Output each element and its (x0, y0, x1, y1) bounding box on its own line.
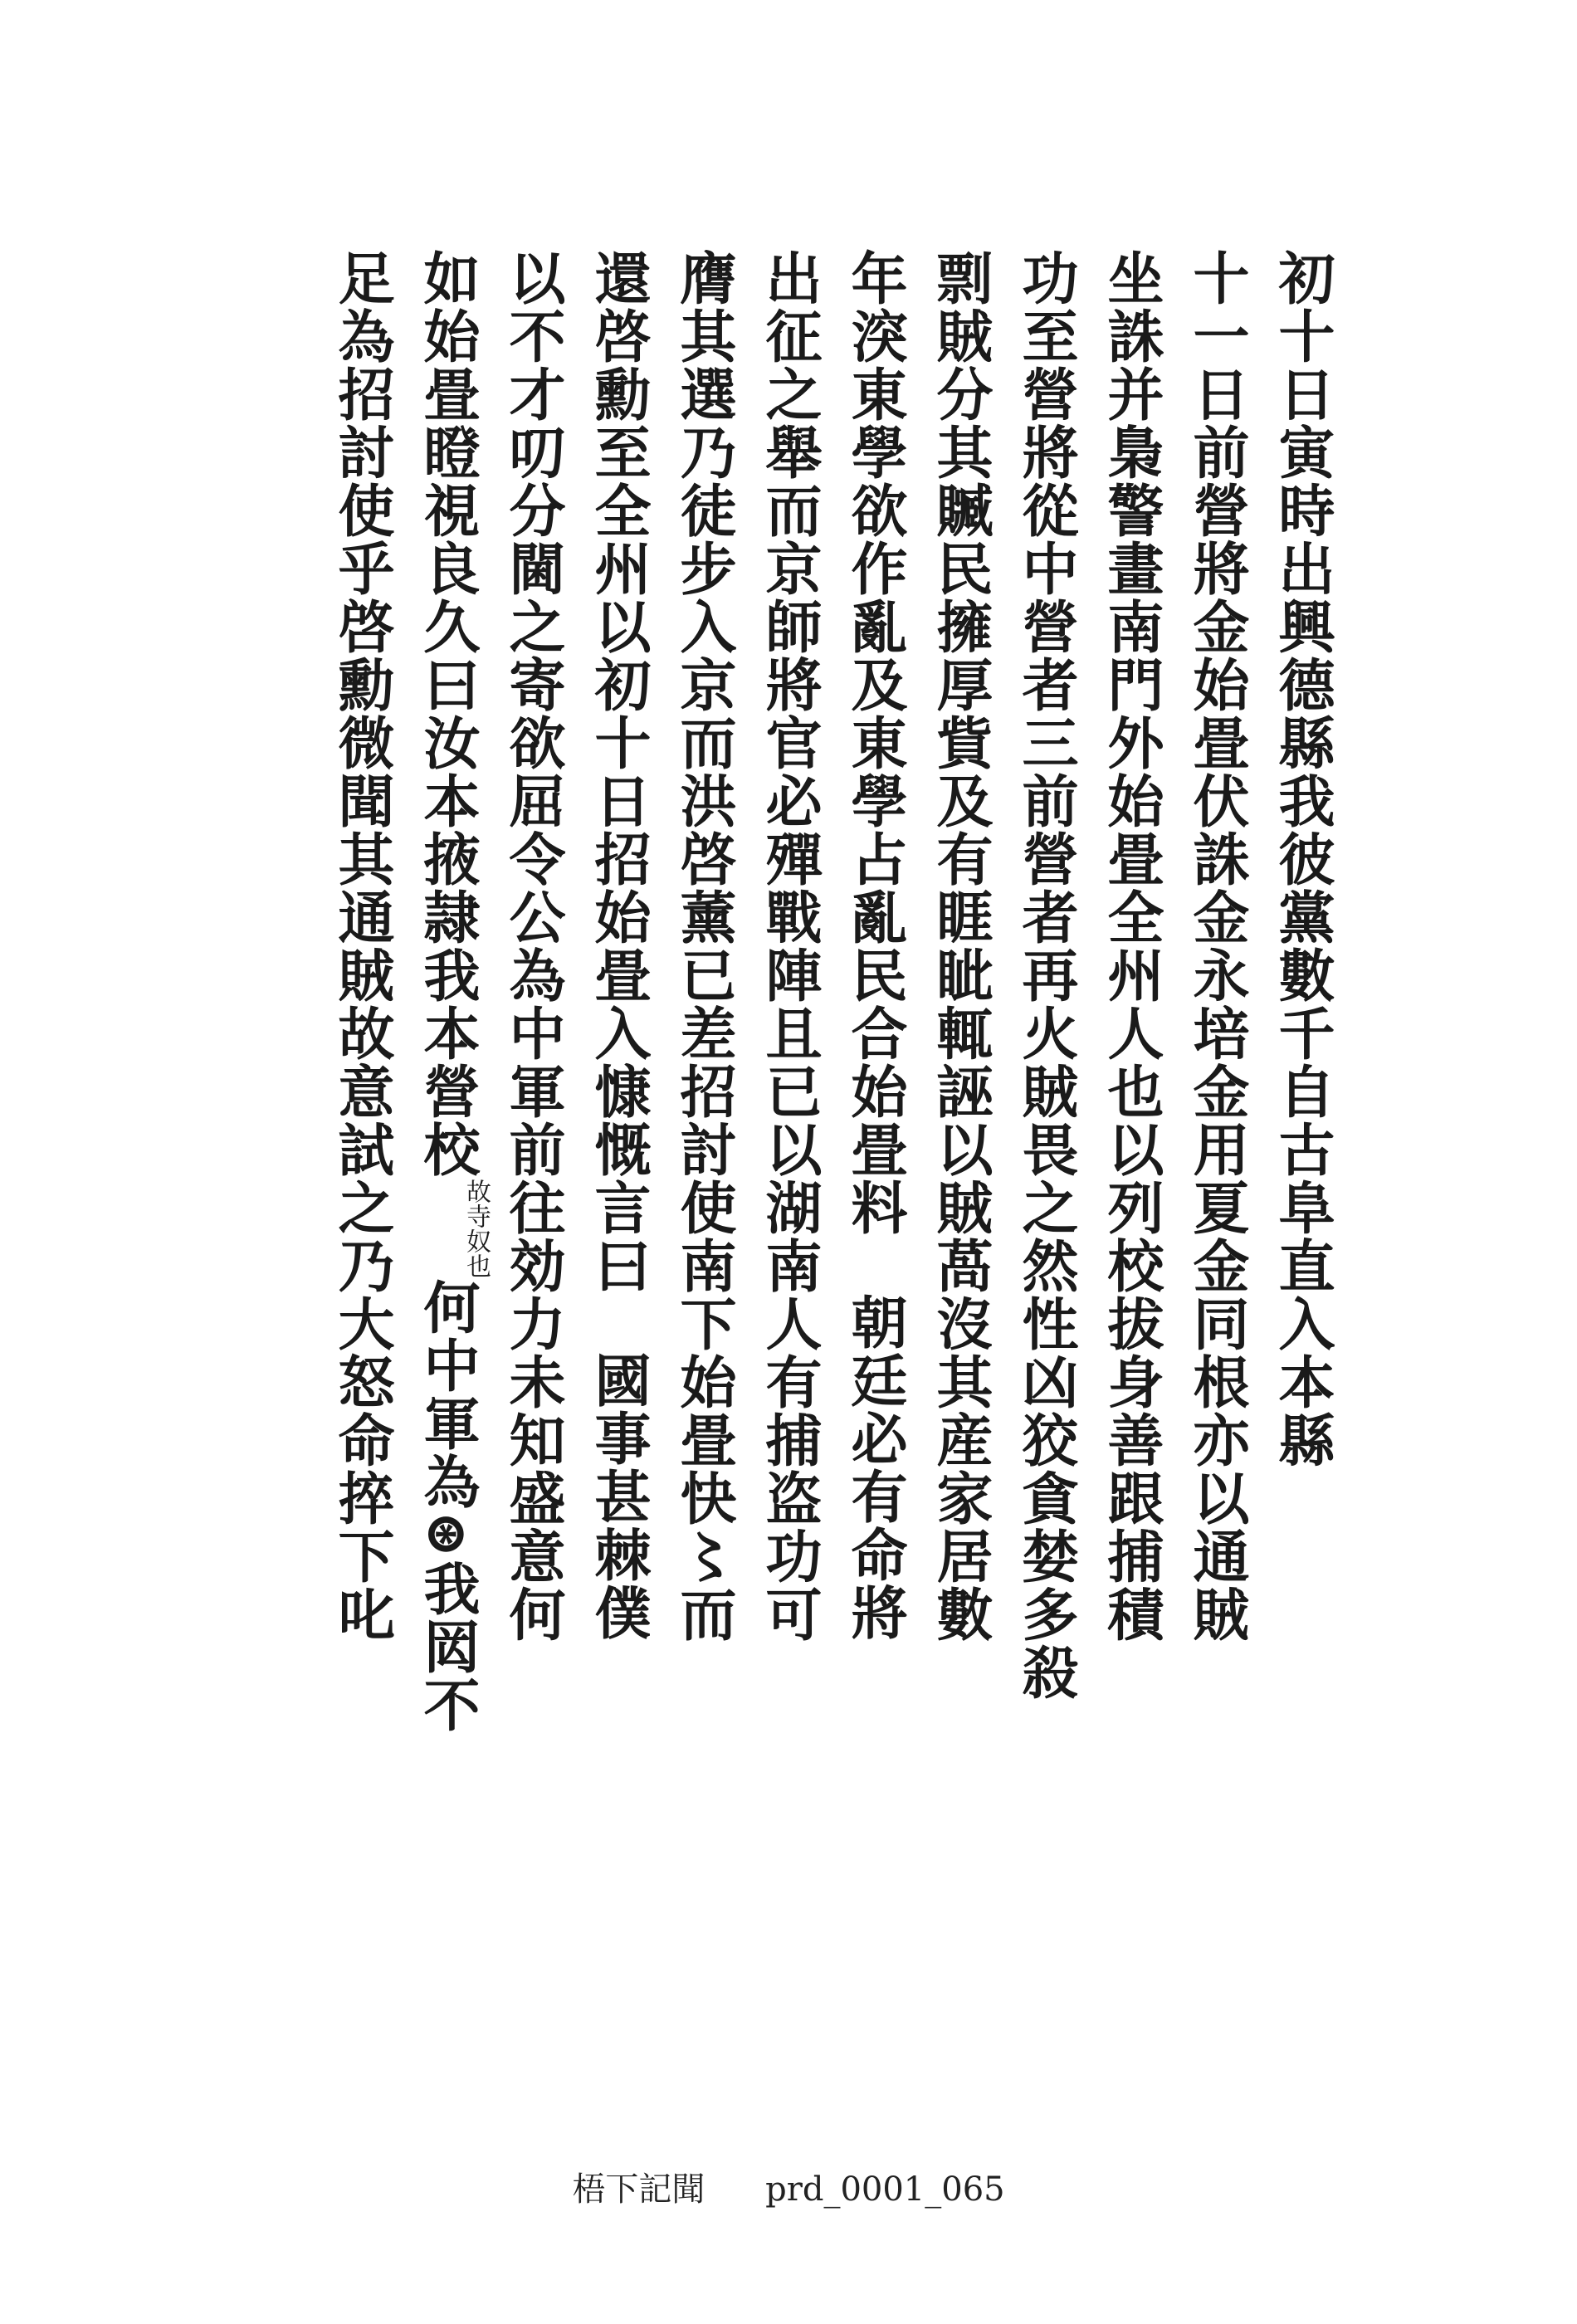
text-column-11-mid: 何中軍為 (414, 1278, 481, 1511)
text-column-10: 以不才叨分閫之寄欲屈令公為中軍前往効力未知盛意何 (500, 249, 566, 1643)
text-column-6 (832, 249, 917, 1876)
text-column-5: 剽賊分其贓民擁厚貲及有睚眦輒誣以賊萵沒其産家居數 (927, 249, 994, 1643)
text-column-9-tail: 國事甚棘僕 (585, 1351, 652, 1642)
text-column-11-head: 如始畳瞪視良久曰汝本掖隷我本營校 (414, 249, 481, 1179)
text-column-6-head: 年湥東學欲作亂及東學占亂民合始畳料 (842, 249, 908, 1237)
text-column-8: 膺其選乃徒步入京而洪啓薰已差招討使南下始畳快〻而 (671, 249, 737, 1643)
seal-icon: ⊛ (414, 1511, 481, 1560)
page-id: prd_0001_065 (765, 2170, 1005, 2209)
text-column-12: 足為招討使乎啓勳微聞其通賊故意試之乃大怒命捽下叱 (329, 249, 395, 1643)
text-column-11-tail: 我㒺不 (414, 1559, 481, 1734)
honorific-space (847, 1237, 903, 1293)
book-title: 梧下記聞 (572, 2170, 706, 2209)
interlinear-note: 故寺奴也 (461, 1179, 491, 1278)
text-column-9 (575, 249, 661, 1876)
honorific-space (590, 1295, 647, 1351)
text-column-3: 坐誅并梟警畫南門外始畳全州人也以列校拔身善跟捕積 (1098, 249, 1164, 1643)
text-column-11 (404, 249, 490, 1876)
manuscript-text-block (232, 249, 1345, 1876)
text-column-9-head: 還啓勳至全州以初十日招始畳入慷慨言曰 (585, 249, 652, 1295)
text-column-6-tail: 朝廷必有命將 (842, 1293, 908, 1642)
text-column-7: 出征之舉而京師將官必殫戰陣且已以湖南人有捕盗功可 (756, 249, 823, 1643)
text-column-1: 初十日寅時出興德縣我彼黨數千自古阜直入本縣 (1269, 249, 1335, 1469)
page-footer (0, 2163, 1577, 2210)
text-column-4: 功至營將從中營者三前營者再火賊畏之然性凶狡貪婪多殺 (1013, 249, 1079, 1702)
text-column-2: 十一日前營將金始畳伏誅金永培金用夏金同根亦以通賊 (1184, 249, 1250, 1643)
